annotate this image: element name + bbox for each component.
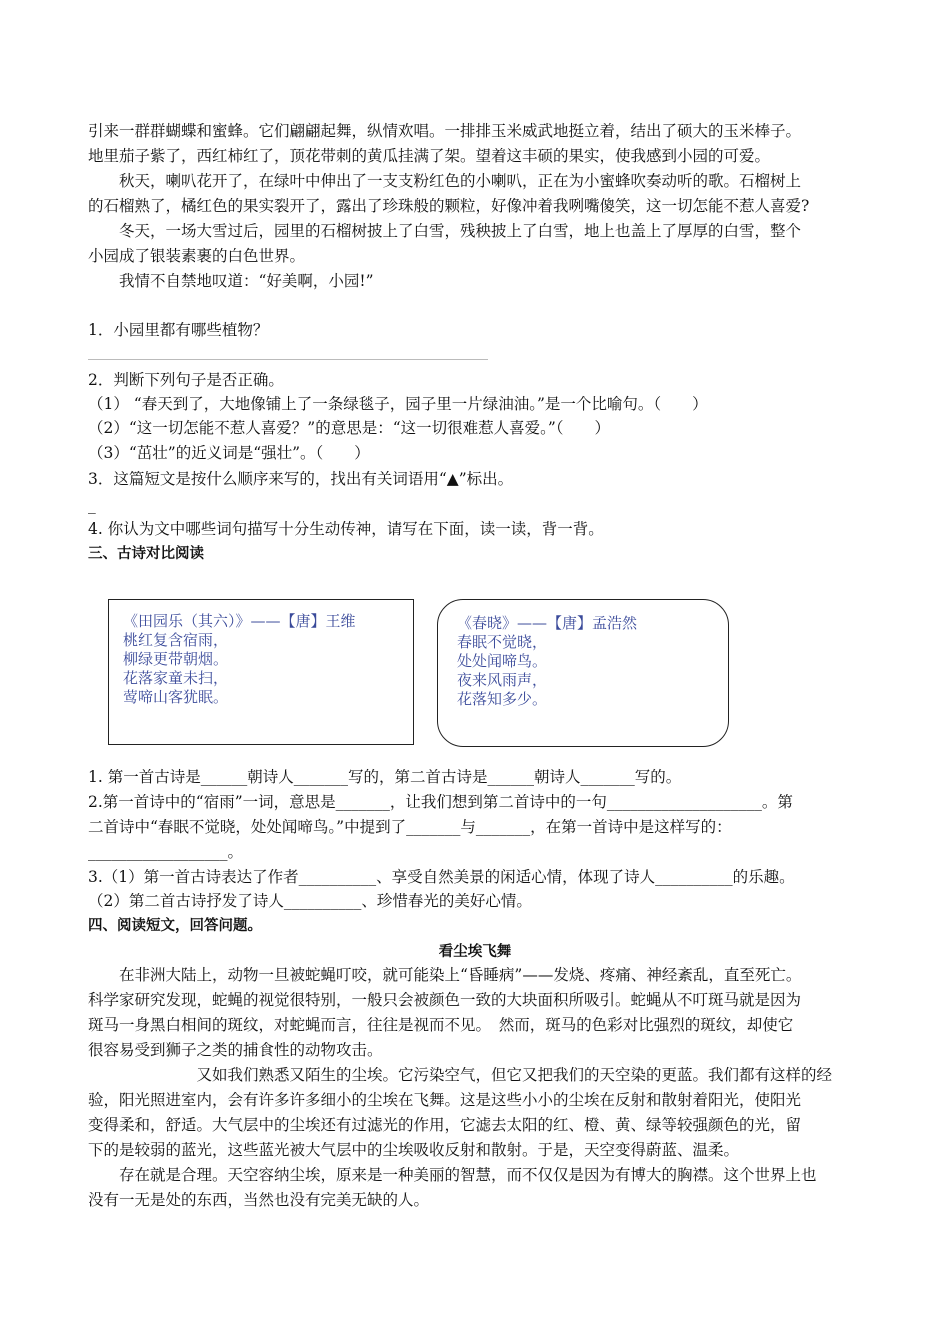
poem-question-3-2: （2）第二首古诗抒发了诗人__________、珍惜春光的美好心情。 [88, 892, 532, 910]
poem-question-2-blank[interactable]: __________________。 [88, 843, 244, 861]
article-title: 看尘埃飞舞 [438, 944, 512, 960]
article-line: 验，阳光照进室内，会有许多许多细小的尘埃在飞舞。这是这些小小的尘埃在反射和散射着阳光，使阳光 [88, 1091, 802, 1109]
poem2-line: 夜来风雨声， [457, 671, 548, 689]
passage-line: 的石榴熟了，橘红色的果实裂开了，露出了珍珠般的颗粒，好像冲着我咧嘴傻笑，这一切怎能不惹人喜爱? [88, 197, 810, 215]
article-line: 斑马一身黑白相间的斑纹，对蛇蝇而言，往往是视而不见。 然而，斑马的色彩对比强烈的斑纹，却使它 [88, 1016, 794, 1034]
question-4: 4. 你认为文中哪些词句描写十分生动传神，请写在下面，读一读，背一背。 [88, 520, 604, 538]
answer-line[interactable] [88, 359, 488, 360]
article-line: 下的是较弱的蓝光，这些蓝光被大气层中的尘埃吸收反射和散射。于是，天空变得蔚蓝、温柔。 [88, 1141, 740, 1159]
question-1: 1．小园里都有哪些植物？ [88, 321, 269, 339]
answer-blank[interactable]: _ [88, 496, 96, 514]
question-3: 3．这篇短文是按什么顺序来写的，找出有关词语用“▲”标出。 [88, 470, 514, 488]
passage-line: 我情不自禁地叹道：“好美啊，小园!” [88, 272, 374, 290]
poem2-line: 处处闻啼鸟。 [457, 652, 548, 670]
section-heading-reading: 四、阅读短文，回答问题。 [88, 918, 262, 934]
poem-question-1: 1. 第一首古诗是______朝诗人_______写的，第二首古诗是______朝诗人_______写的。 [88, 768, 682, 786]
poem2-line: 花落知多少。 [457, 690, 548, 708]
article-line: 存在就是合理。天空容纳尘埃，原来是一种美丽的智慧，而不仅仅是因为有博大的胸襟。这个世界上也 [88, 1166, 817, 1184]
poem-question-3-1: 3.（1）第一首古诗表达了作者__________、享受自然美景的闲适心情，体现了诗人__________的乐趣。 [88, 868, 795, 886]
poem1-line: 莺啼山客犹眠。 [123, 688, 229, 706]
passage-line: 小园成了银装素裹的白色世界。 [88, 247, 306, 265]
article-line: 很容易受到狮子之类的捕食性的动物攻击。 [88, 1041, 383, 1059]
section-heading-poems: 三、古诗对比阅读 [88, 546, 204, 562]
passage-line: 引来一群群蝴蝶和蜜蜂。它们翩翩起舞，纵情欢唱。一排排玉米威武地挺立着，结出了硕大的玉米棒子。 [88, 122, 802, 140]
article-line: 变得柔和，舒适。大气层中的尘埃还有过滤光的作用，它滤去太阳的红、橙、黄、绿等较强颜色的光，留 [88, 1116, 802, 1134]
passage-line: 冬天，一场大雪过后，园里的石榴树披上了白雪，残秧披上了白雪，地上也盖上了厚厚的白雪，整个 [88, 222, 802, 240]
poem-question-2-cont: 二首诗中“春眠不觉晓，处处闻啼鸟。”中提到了_______与_______，在第一首诗中是这样写的： [88, 818, 732, 836]
poem2-title: 《春晓》——【唐】孟浩然 [457, 614, 638, 632]
poem1-title: 《田园乐（其六）》——【唐】王维 [123, 612, 356, 630]
article-line: 没有一无是处的东西，当然也没有完美无缺的人。 [88, 1191, 430, 1209]
poem1-line: 花落家童未扫， [123, 669, 229, 687]
poem1-line: 桃红复含宿雨， [123, 631, 229, 649]
question-2-2: （2）“这一切怎能不惹人喜爱？”的意思是：“这一切很难惹人喜爱。”（ ） [88, 419, 611, 437]
poem2-line: 春眠不觉晓， [457, 633, 548, 651]
passage-line: 秋天，喇叭花开了，在绿叶中伸出了一支支粉红色的小喇叭，正在为小蜜蜂吹奏动听的歌。石榴树上 [88, 172, 802, 190]
poem1-line: 柳绿更带朝烟。 [123, 650, 229, 668]
article-line: 科学家研究发现，蛇蝇的视觉很特别，一般只会被颜色一致的大块面积所吸引。蛇蝇从不叮斑马就是因为 [88, 991, 802, 1009]
article-line: 在非洲大陆上，动物一旦被蛇蝇叮咬，就可能染上“昏睡病”——发烧、疼痛、神经紊乱，直至死亡。 [88, 966, 802, 984]
question-2-3: （3）“茁壮”的近义词是“强壮”。（ ） [88, 444, 370, 462]
question-2: 2．判断下列句子是否正确。 [88, 371, 284, 389]
poem-question-2: 2.第一首诗中的“宿雨”一词，意思是_______，让我们想到第二首诗中的一句____________________。第 [88, 793, 793, 811]
passage-line: 地里茄子紫了，西红柿红了，顶花带刺的黄瓜挂满了架。望着这丰硕的果实，使我感到小园的可爱。 [88, 147, 771, 165]
article-line: 又如我们熟悉又陌生的尘埃。它污染空气，但它又把我们的天空染的更蓝。我们都有这样的经 [88, 1066, 833, 1084]
question-2-1: （1） “春天到了，大地像铺上了一条绿毯子，园子里一片绿油油。”是一个比喻句。（ ） [88, 395, 708, 413]
